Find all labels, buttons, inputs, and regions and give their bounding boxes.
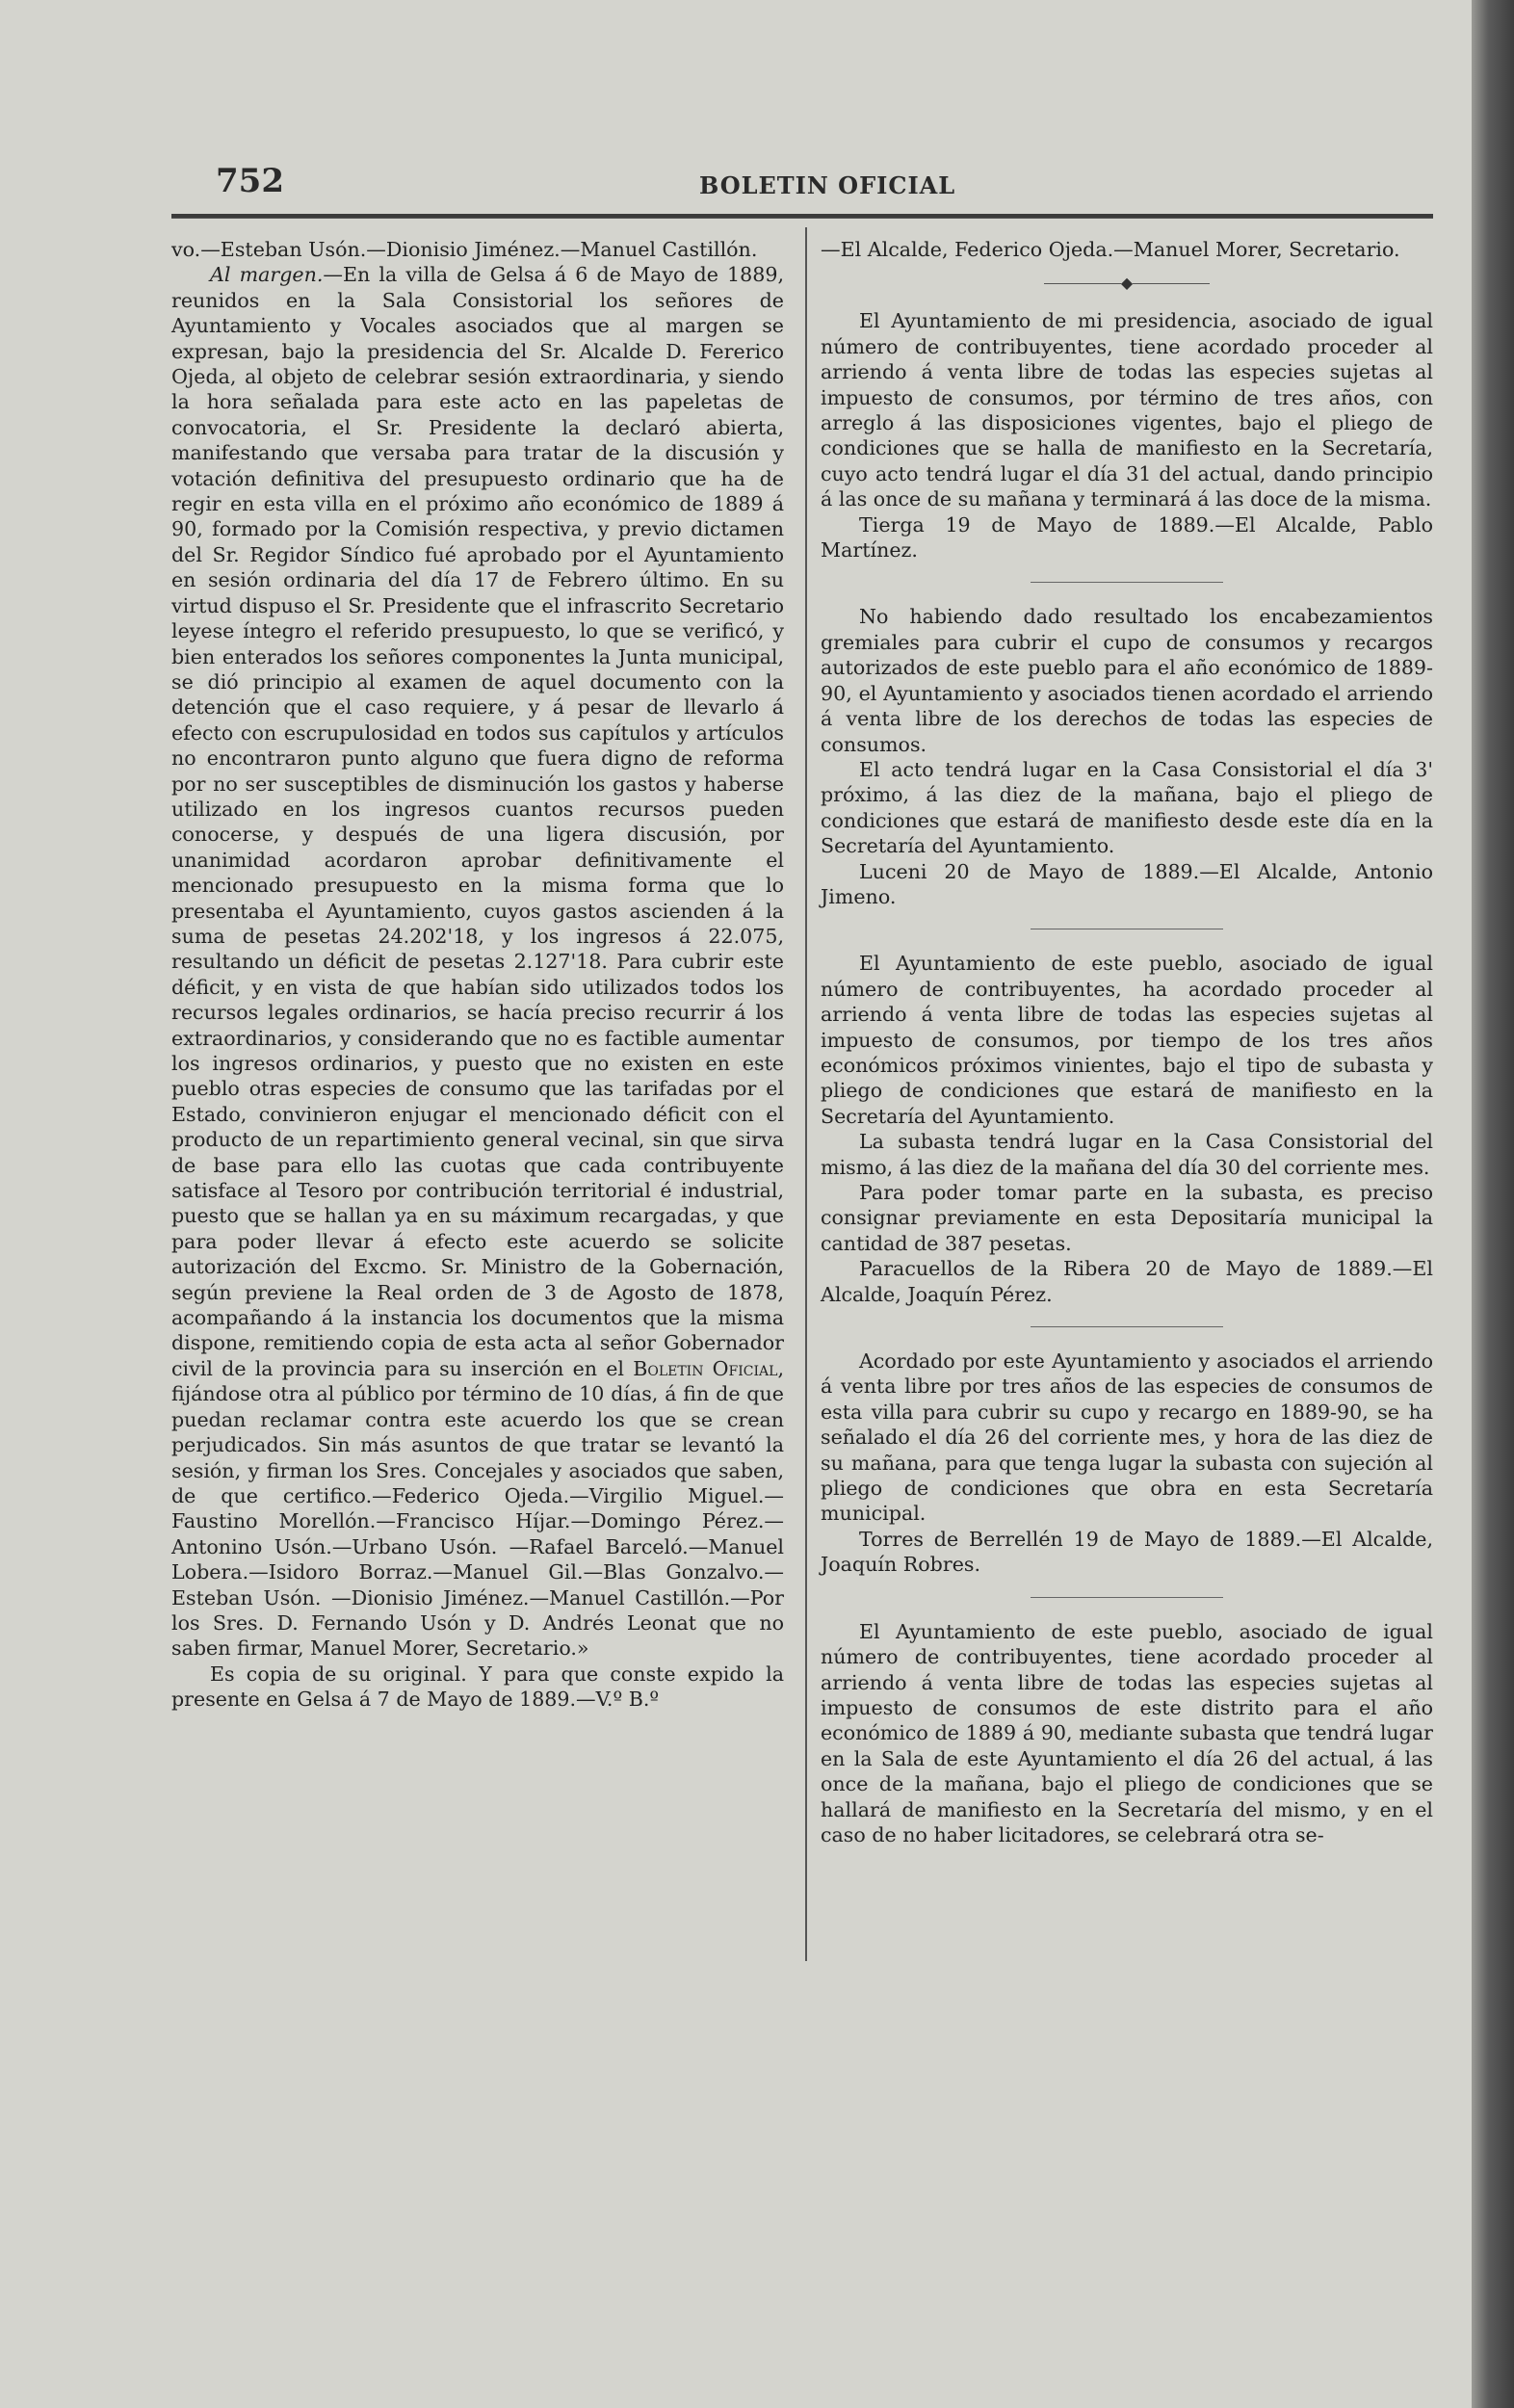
paragraph-text: , fijándose otra al público por término de 10 días, á fin de que puedan reclamar contra este acuerdo los que se crean perjudicados. Sin más asuntos de que tratar se levantó la sesión, y firman los Sres. Concejales y asociados que saben, de que certifico.—Federico Ojeda.—Virgilio Miguel.—Faustino Morellón.—Francisco Híjar.—Domingo Pérez.—Antonino Usón.—Urbano Usón. —Rafael Barceló.—Manuel Lobera.—Isidoro Borraz.—Manuel Gil.—Blas Gonzalvo.—Esteban Usón. —Dionisio Jiménez.—Manuel Castillón.—Por los Sres. D. Fernando Usón y D. Andrés Leonat que no saben firmar, Manuel Morer, Secretario.» — [171, 1356, 784, 1661]
section-rule — [1031, 1597, 1223, 1598]
column-divider — [805, 227, 807, 1961]
paragraph: El acto tendrá lugar en la Casa Consistorial el día 3' próximo, á las diez de la mañana, bajo el pliego de condiciones que estará de manifiesto desde este día en la Secretaría del Ayuntamiento. — [821, 757, 1433, 858]
paragraph: vo.—Esteban Usón.—Dionisio Jiménez.—Manuel Castillón. — [171, 238, 758, 261]
paragraph: El Ayuntamiento de este pueblo, asociado de igual número de contribuyentes, tiene acordado proceder al arriendo á venta libre de todas las especies sujetas al impuesto de consumos de este distrito para el año económico de 1889 á 90, mediante subasta que tendrá lugar en la Sala de este Ayuntamiento el día 26 del actual, á las once de la mañana, bajo el pliego de condiciones que se hallará de manifiesto en la Secretaría del mismo, y en el caso de no haber licitadores, se celebrará otra se- — [821, 1619, 1433, 1846]
paragraph: Es copia de su original. Y para que conste expido la presente en Gelsa á 7 de Mayo de 1889.—V.º B.º — [171, 1662, 784, 1712]
paragraph: —El Alcalde, Federico Ojeda.—Manuel Morer, Secretario. — [821, 238, 1400, 261]
right-column — [821, 237, 1433, 1847]
page-edge-shadow — [1472, 0, 1514, 2408]
paragraph: Luceni 20 de Mayo de 1889.—El Alcalde, Antonio Jimeno. — [821, 859, 1433, 908]
paragraph: No habiendo dado resultado los encabezamientos gremiales para cubrir el cupo de consumos y recargos autorizados de este pueblo para el año económico de 1889-90, el Ayuntamiento y asociados tienen acordado el arriendo á venta libre de los derechos de todas las especies de consumos. — [821, 605, 1433, 756]
paragraph: Tierga 19 de Mayo de 1889.—El Alcalde, Pablo Martínez. — [821, 512, 1433, 563]
paragraph — [171, 262, 784, 1661]
paragraph: Para poder tomar parte en la subasta, es preciso consignar previamente en esta Depositaría municipal la cantidad de 387 pesetas. — [821, 1181, 1433, 1255]
paragraph: Acordado por este Ayuntamiento y asociados el arriendo á venta libre por tres años de las especies de consumos de esta villa para cubrir su cupo y recargo en 1889-90, se ha señalado el día 26 del corriente mes, y hora de las diez de su mañana, para que tenga lugar la subasta con sujeción al pliego de condiciones que obra en esta Secretaría municipal. — [821, 1349, 1433, 1526]
page-number: 752 — [216, 162, 284, 200]
left-column — [171, 237, 784, 1713]
paragraph: Torres de Berrellén 19 de Mayo de 1889.—El Alcalde, Joaquín Robres. — [821, 1527, 1433, 1577]
paragraph: La subasta tendrá lugar en la Casa Consistorial del mismo, á las diez de la mañana del día 30 del corriente mes. — [821, 1130, 1433, 1179]
paragraph-text: —En la villa de Gelsa á 6 de Mayo de 1889, reunidos en la Sala Consistorial los señores de Ayuntamiento y Vocales asociados que al margen se expresan, bajo la presidencia del Sr. Alcalde D. Fererico Ojeda, al objeto de celebrar sesión extraordinaria, y siendo la hora señalada para este acto en las papeletas de convocatoria, el Sr. Presidente la declaró abierta, manifestando que versaba para tratar de la discusión y votación definitiva del presupuesto ordinario que ha de regir en esta villa en el próximo año económico de 1889 á 90, formado por la Comisión respectiva, y previo dictamen del Sr. Regidor Síndico fué aprobado por el Ayuntamiento en sesión ordinaria del día 17 de Febrero último. En su virtud dispuso el Sr. Presidente que el infrascrito Secretario leyese íntegro el referido presupuesto, lo que se verificó, y bien enterados los señores componentes la Junta municipal, se dió principio al examen de aquel documento con la detención que el caso requiere, y á pesar de llevarlo á efecto con escrupulosidad en todos sus capítulos y artículos no encontraron punto alguno que fuera digno de reforma por no ser susceptibles de disminución los gastos y haberse utilizado en los ingresos cuantos recursos pueden conocerse, y después de una ligera discusión, por unanimidad acordaron aprobar definitivamente el mencionado presupuesto en la misma forma que lo presentaba el Ayuntamiento, cuyos gastos ascienden á la suma de pesetas 24.202'18, y los ingresos á 22.075, resultando un déficit de pesetas 2.127'18. Para cubrir este déficit, y en vista de que habían sido utilizados todos los recursos legales ordinarios, se hacía preciso recurrir á los extraordinarios, y considerando que no es factible aumentar los ingresos ordinarios, y puesto que no existen en este pueblo otras especies de consumo que las tarifadas por el Estado, convinieron enjugar el mencionado déficit con el producto de un repartimiento general vecinal, sin que sirva de base para ello las cuotas que cada contribuyente satisface al Tesoro por contribución territorial é industrial, puesto que se hallan ya en su máximum recargadas, y que para poder llevar á efecto este acuerdo se solicite autorización del Excmo. Sr. Ministro de la Gobernación, según previene la Real orden de 3 de Agosto de 1878, acompañando á la instancia los documentos que la misma dispone, remitiendo copia de esta acta al señor Gobernador civil de la provincia para su inserción en el — [171, 263, 784, 1380]
header-rule — [171, 214, 1433, 219]
section-ornament: ◆ — [821, 275, 1433, 291]
section-rule — [1031, 582, 1223, 583]
section-rule — [1031, 1326, 1223, 1327]
paragraph: El Ayuntamiento de este pueblo, asociado de igual número de contribuyentes, ha acordado proceder al arriendo á venta libre de todas las especies sujetas al impuesto de consumos, por tiempo de los tres años económicos próximos vinientes, bajo el tipo de subasta y pliego de condiciones que estará de manifiesto en la Secretaría del Ayuntamiento. — [821, 952, 1433, 1128]
page-header — [171, 162, 1433, 204]
paragraph: El Ayuntamiento de mi presidencia, asociado de igual número de contribuyentes, tiene acordado proceder al arriendo á venta libre de todas las especies sujetas al impuesto de consumos, por término de tres años, con arreglo á las disposiciones vigentes, bajo el pliego de condiciones que se halla de manifiesto en la Secretaría, cuyo acto tendrá lugar el día 31 del actual, dando principio á las once de su mañana y terminará á las doce de la misma. — [821, 309, 1433, 511]
margin-label: Al margen. — [210, 263, 324, 287]
running-title: BOLETIN OFICIAL — [699, 171, 956, 199]
boletin-reference: Boletin Oficial — [633, 1356, 778, 1380]
paragraph: Paracuellos de la Ribera 20 de Mayo de 1889.—El Alcalde, Joaquín Pérez. — [821, 1257, 1433, 1306]
